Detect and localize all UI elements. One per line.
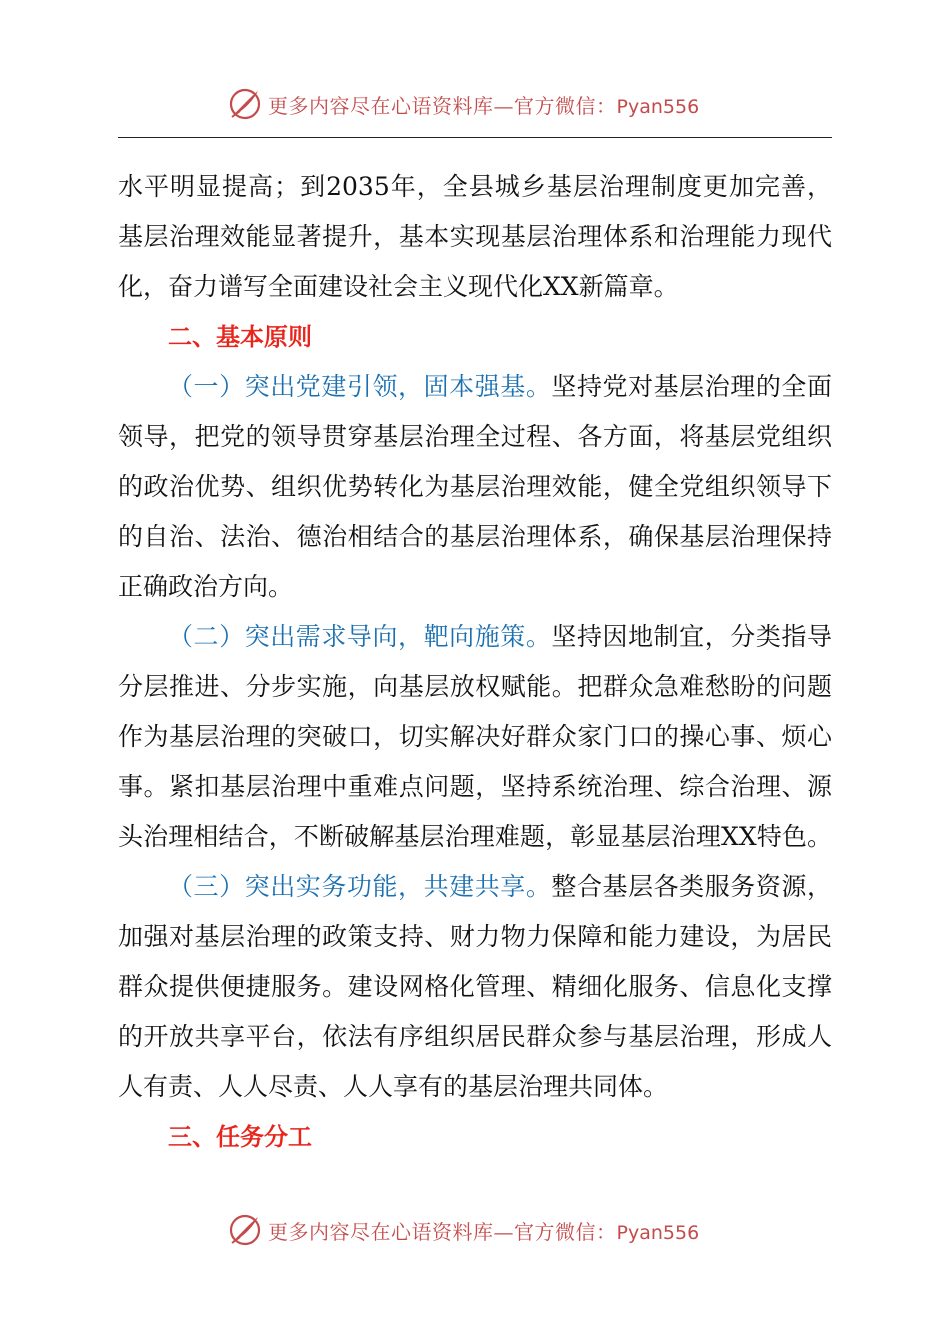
header-divider bbox=[118, 137, 832, 138]
subheading-practical-function: （三）突出实务功能，共建共享。 bbox=[168, 872, 552, 901]
text-line: 的自治、法治、德治相结合的基层治理体系，确保基层治理保持 bbox=[118, 522, 832, 551]
text-line: 正确政治方向。 bbox=[118, 572, 294, 601]
paragraph-first-line: （三）突出实务功能，共建共享。整合基层各类服务资源， bbox=[168, 872, 832, 901]
page-header bbox=[0, 82, 950, 126]
text-line: 基层治理效能显著提升，基本实现基层治理体系和治理能力现代 bbox=[118, 222, 832, 251]
subheading-demand-oriented: （二）突出需求导向，靶向施策。 bbox=[168, 622, 552, 651]
paragraph-first-line: （一）突出党建引领，固本强基。坚持党对基层治理的全面 bbox=[168, 372, 832, 401]
quill-pen-logo-icon bbox=[228, 1213, 262, 1247]
watermark-header bbox=[228, 82, 699, 126]
text-line: 的政治优势、组织优势转化为基层治理效能，健全党组织领导下 bbox=[118, 472, 832, 501]
text-line: 人有责、人人尽责、人人享有的基层治理共同体。 bbox=[118, 1072, 669, 1101]
text-line: 头治理相结合，不断破解基层治理难题，彰显基层治理XX特色。 bbox=[118, 822, 832, 851]
page-footer bbox=[0, 1208, 950, 1252]
section-heading-principles: 二、基本原则 bbox=[168, 323, 312, 351]
text-line: 事。紧扣基层治理中重难点问题，坚持系统治理、综合治理、源 bbox=[118, 772, 832, 801]
text-line: 水平明显提高；到2035年，全县城乡基层治理制度更加完善， bbox=[118, 172, 832, 201]
text-line: 分层推进、分步实施，向基层放权赋能。把群众急难愁盼的问题 bbox=[118, 672, 832, 701]
watermark-footer bbox=[228, 1208, 699, 1252]
quill-pen-logo-icon bbox=[228, 87, 262, 121]
subheading-party-leadership: （一）突出党建引领，固本强基。 bbox=[168, 372, 552, 401]
watermark-text: 更多内容尽在心语资料库—官方微信：Pyan556 bbox=[268, 93, 700, 118]
text-line: 作为基层治理的突破口，切实解决好群众家门口的操心事、烦心 bbox=[118, 722, 832, 751]
text-line: 的开放共享平台，依法有序组织居民群众参与基层治理，形成人 bbox=[118, 1022, 832, 1051]
section-heading-task-division: 三、任务分工 bbox=[168, 1123, 312, 1151]
text-line: 加强对基层治理的政策支持、财力物力保障和能力建设，为居民 bbox=[118, 922, 832, 951]
paragraph-first-line: （二）突出需求导向，靶向施策。坚持因地制宜，分类指导 bbox=[168, 622, 832, 651]
text-line: 领导，把党的领导贯穿基层治理全过程、各方面，将基层党组织 bbox=[118, 422, 832, 451]
watermark-text: 更多内容尽在心语资料库—官方微信：Pyan556 bbox=[268, 1219, 700, 1244]
text-line: 化，奋力谱写全面建设社会主义现代化XX新篇章。 bbox=[118, 272, 679, 301]
document-body bbox=[118, 162, 832, 1162]
text-line: 群众提供便捷服务。建设网格化管理、精细化服务、信息化支撑 bbox=[118, 972, 832, 1001]
